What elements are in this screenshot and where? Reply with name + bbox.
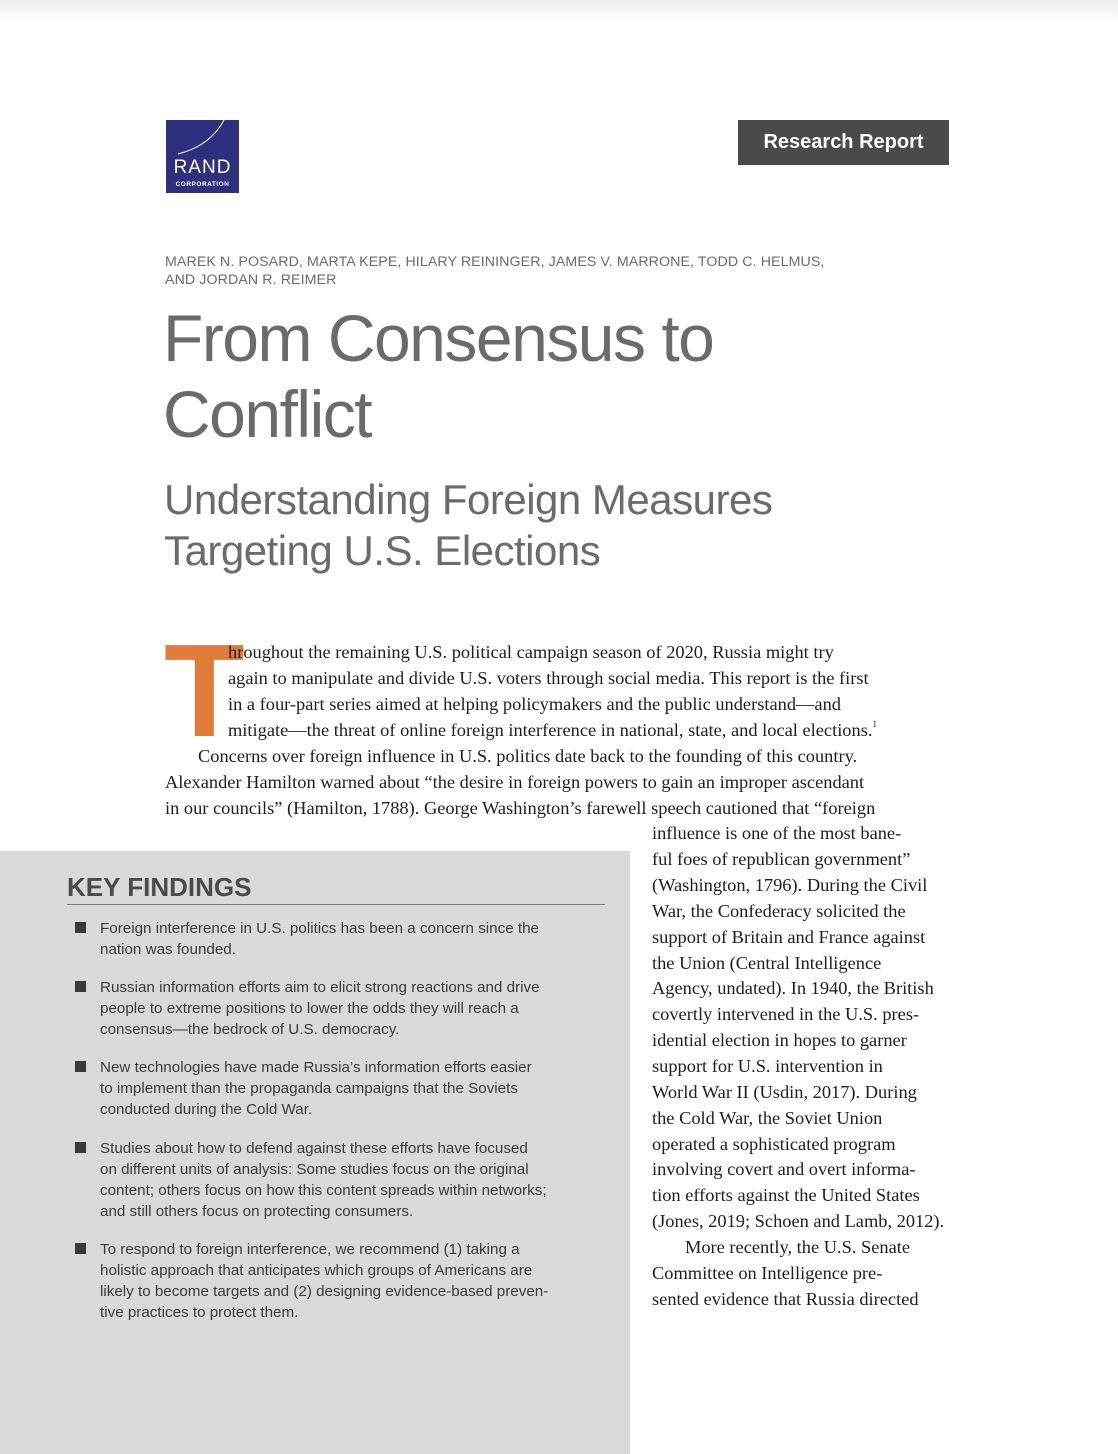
column-line: idential election in hopes to garner (652, 1030, 907, 1050)
column-line: (Jones, 2019; Schoen and Lamb, 2012). (652, 1211, 945, 1231)
author-line: MAREK N. POSARD, MARTA KEPE, HILARY REININGER, JAMES V. MARRONE, TODD C. HELMUS, (165, 254, 825, 270)
logo-wordmark: RAND (173, 157, 232, 178)
key-finding-line: holistic approach that anticipates which groups of Americans are (100, 1262, 533, 1279)
page-top-shadow (0, 0, 1118, 22)
column-line: Agency, undated). In 1940, the British (652, 978, 934, 998)
column-line: the Union (Central Intelligence (652, 953, 882, 973)
square-bullet-icon (75, 981, 86, 992)
column-line: the Cold War, the Soviet Union (652, 1108, 883, 1128)
subtitle-line: Targeting U.S. Elections (164, 527, 601, 574)
intro-line: again to manipulate and divide U.S. voters through social media. This report is the first (228, 668, 869, 688)
key-finding-text (100, 918, 620, 960)
key-finding-line: To respond to foreign interference, we recommend (1) taking a (100, 1241, 520, 1258)
body-line: Concerns over foreign influence in U.S. politics date back to the founding of this country. (198, 746, 858, 766)
intro-line-with-footnote (228, 717, 877, 743)
column-line: support for U.S. intervention in (652, 1056, 883, 1076)
body-line: Alexander Hamilton warned about “the desire in foreign powers to gain an improper ascendant (165, 772, 865, 792)
key-finding-line: likely to become targets and (2) designing evidence-based preven- (100, 1283, 549, 1300)
key-finding-line: nation was founded. (100, 941, 236, 958)
rand-logo (166, 120, 239, 193)
column-line: covertly intervened in the U.S. pres- (652, 1004, 920, 1024)
intro-line: in a four-part series aimed at helping policymakers and the public understand—and (228, 694, 841, 714)
column-line: War, the Confederacy solicited the (652, 901, 906, 921)
report-title (163, 300, 923, 452)
square-bullet-icon (75, 922, 86, 933)
drop-cap: T (164, 641, 245, 737)
title-line: From Consensus to (163, 301, 714, 375)
key-finding-line: and still others focus on protecting consumers. (100, 1203, 414, 1220)
key-finding-text (100, 977, 620, 1040)
key-finding-line: to implement than the propaganda campaigns that the Soviets (100, 1080, 518, 1097)
key-finding-text (100, 1138, 620, 1222)
report-subtitle (164, 474, 924, 576)
key-finding-line: Russian information efforts aim to elicit strong reactions and drive (100, 979, 540, 996)
column-line: support of Britain and France against (652, 927, 926, 947)
column-line: ful foes of republican government” (652, 849, 911, 869)
column-line: sented evidence that Russia directed (652, 1289, 919, 1309)
column-line: World War II (Usdin, 2017). During (652, 1082, 917, 1102)
key-finding-text (100, 1239, 620, 1323)
key-finding-line: people to extreme positions to lower the odds they will reach a (100, 1000, 519, 1017)
column-line: More recently, the U.S. Senate (685, 1237, 911, 1257)
key-finding-line: New technologies have made Russia’s information efforts easier (100, 1059, 532, 1076)
footnote-marker[interactable]: 1 (872, 719, 877, 729)
column-line: operated a sophisticated program (652, 1134, 896, 1154)
column-line: involving covert and overt informa- (652, 1159, 916, 1179)
body-line: in our councils” (Hamilton, 1788). George Washington’s farewell speech cautioned that “foreign (165, 798, 876, 818)
column-line: tion efforts against the United States (652, 1185, 920, 1205)
column-line: (Washington, 1796). During the Civil (652, 875, 928, 895)
key-findings-title: KEY FINDINGS (67, 872, 252, 902)
square-bullet-icon (75, 1243, 86, 1254)
key-finding-line: conducted during the Cold War. (100, 1101, 313, 1118)
author-list (165, 253, 885, 289)
key-finding-line: tive practices to protect them. (100, 1304, 299, 1321)
key-finding-line: Foreign interference in U.S. politics has been a concern since the (100, 920, 539, 937)
square-bullet-icon (75, 1061, 86, 1072)
author-line: AND JORDAN R. REIMER (165, 272, 337, 288)
title-line: Conflict (163, 377, 372, 451)
square-bullet-icon (75, 1142, 86, 1153)
key-finding-line: on different units of analysis: Some studies focus on the original (100, 1161, 529, 1178)
key-finding-text (100, 1057, 620, 1120)
column-line: influence is one of the most bane- (652, 823, 902, 843)
report-type-badge: Research Report (738, 120, 949, 165)
key-finding-line: consensus—the bedrock of U.S. democracy. (100, 1021, 400, 1038)
subtitle-line: Understanding Foreign Measures (164, 476, 773, 523)
column-line: Committee on Intelligence pre- (652, 1263, 883, 1283)
logo-subtitle: CORPORATION (175, 181, 230, 188)
key-finding-line: Studies about how to defend against these efforts have focused (100, 1140, 528, 1157)
intro-line: mitigate—the threat of online foreign interference in national, state, and local elections. (228, 720, 873, 740)
key-finding-line: content; others focus on how this content spreads within networks; (100, 1182, 547, 1199)
key-findings-divider (67, 904, 605, 905)
intro-line: hroughout the remaining U.S. political campaign season of 2020, Russia might try (228, 642, 834, 662)
